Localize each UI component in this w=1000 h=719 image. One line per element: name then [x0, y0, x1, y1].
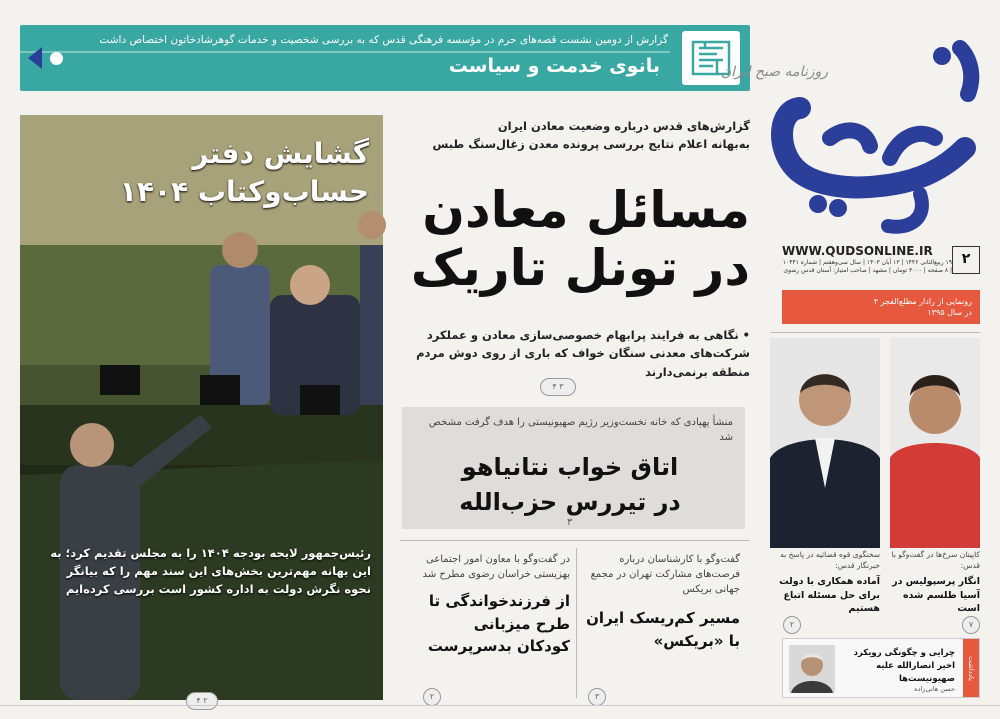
spokesman-page-badge-icon[interactable]: ۲ — [783, 616, 801, 634]
masthead-logo[interactable] — [720, 18, 980, 238]
spokesman-photo[interactable] — [770, 338, 880, 548]
section-divider — [400, 540, 750, 541]
netanyahu-kicker: منشأ پهپادی که خانه نخست‌وزیر رژیم صهیونیستی را هدف گرفت مشخص شد — [428, 417, 733, 443]
opinion-title: چرایی و چگونگی رویکرد اخیر انصارالله علیه صهیونیست‌ها — [853, 648, 955, 684]
budget-page-badge-icon[interactable]: ۲ ۴ — [186, 692, 218, 710]
opinion-box[interactable] — [782, 638, 980, 698]
spokesman-headline: آماده همکاری با دولت برای حل مسئله اتباع هستیم — [779, 575, 880, 615]
spokesman-kicker: سخنگوی قوه قضائیه در پاسخ به خبرنگار قدس: — [780, 550, 880, 570]
main-headline-line2: در تونل تاریک — [410, 238, 750, 297]
author-avatar — [789, 645, 835, 693]
budget-photo-caption: رئیس‌جمهور لایحه بودجه ۱۴۰۴ را به مجلس تقدیم کرد؛ به این بهانه مهم‌ترین بخش‌های این سند مهم را که بیانگر نحوه نگرش دولت به اداره کشور است بررسی کرده‌ایم — [50, 546, 371, 596]
brics-kicker: گفت‌وگو با کارشناسان درباره فرصت‌های مشارکت تهران در مجمع جهانی بریکس — [590, 554, 740, 595]
main-kicker-line2: به‌بهانه اعلام نتایج بررسی پرونده معدن زغال‌سنگ طبس — [432, 136, 750, 151]
captain-story[interactable] — [890, 550, 980, 616]
page-badge-icon[interactable]: ۳ ۴ — [540, 378, 576, 396]
main-headline[interactable] — [400, 182, 750, 297]
main-kicker — [410, 118, 750, 154]
promo-box[interactable]: رونمایی از رادار مطلع‌الفجر ۳ در سال ۱۳۹۵ — [782, 290, 980, 324]
main-kicker-line1: گزارش‌های قدس درباره وضعیت معادن ایران — [497, 119, 750, 133]
opinion-author: حسن هانی‌زاده — [914, 685, 955, 693]
banner-topline: گزارش از دومین نشست قصه‌های حرم در مؤسسه فرهنگی قدس که به بررسی شخصیت و خدمات گوهرشادخاتون اختصاص داشت — [99, 34, 668, 46]
banner-section-title: بانوی خدمت و سیاست — [448, 55, 660, 77]
welfare-story[interactable] — [420, 552, 570, 658]
main-lead: • نگاهی به فرایند پرابهام خصوصی‌سازی معادن و عملکرد شرکت‌های معدنی سنگان خواف که باری از روی دوش مردم منطقه برنمی‌دارند — [416, 328, 750, 379]
column-divider — [576, 548, 577, 698]
opinion-tag: یادداشت — [963, 639, 979, 697]
arrow-icon — [28, 47, 42, 69]
captain-photo[interactable] — [890, 338, 980, 548]
top-banner[interactable] — [20, 25, 750, 91]
welfare-kicker: در گفت‌وگو با معاون امور اجتماعی بهزیستی خراسان رضوی مطرح شد — [422, 554, 570, 580]
masthead-slogan: روزنامه صبح ایران — [720, 64, 828, 80]
edition-line: ۱۹ ربیع‌الثانی ۱۴۴۶ | ۱۳ آبان ۱۴۰۳ | سال سی‌وهفتم | شماره ۱۰۴۴۱ | ۸ صفحه | ۳۰۰۰ تومان | مشهد | صاحب امتیاز: آستان قدس رضوی — [782, 259, 952, 275]
brics-headline: مسیر کم‌ریسک ایران با «بریکس» — [586, 609, 740, 650]
netanyahu-story-box[interactable] — [402, 407, 745, 529]
brics-story[interactable] — [580, 552, 740, 652]
welfare-headline: از فرزندخواندگی تا طرح میزبانی کودکان بدسرپرست — [427, 592, 570, 655]
budget-photo-story[interactable] — [20, 115, 383, 700]
right-column-divider — [770, 332, 980, 333]
site-url[interactable]: WWW.QUDSONLINE.IR — [782, 244, 933, 258]
netanyahu-headline-line1: اتاق خواب نتانیاهو — [461, 453, 679, 481]
main-headline-line1: مسائل معادن — [422, 181, 750, 239]
netanyahu-headline — [425, 450, 715, 520]
budget-photo-title — [39, 135, 369, 211]
captain-kicker: کاپیتان سرخ‌ها در گفت‌وگو با قدس: — [891, 550, 980, 570]
budget-title-line2: حساب‌وکتاب ۱۴۰۴ — [119, 174, 369, 208]
banner-divider — [20, 51, 670, 53]
budget-title-line1: گشایش دفتر — [192, 137, 369, 170]
captain-headline: انگار پرسپولیس در آسیا طلسم شده است — [892, 575, 980, 615]
brics-page-badge-icon[interactable]: ۳ — [588, 688, 606, 706]
captain-page-badge-icon[interactable]: ۷ — [962, 616, 980, 634]
page-number: ۲ — [952, 246, 980, 274]
welfare-page-badge-icon[interactable]: ۲ — [423, 688, 441, 706]
dot-icon — [50, 52, 63, 65]
footer-rule — [0, 705, 1000, 706]
spokesman-story[interactable] — [770, 550, 880, 616]
netanyahu-headline-line2: در تیررس حزب‌الله — [459, 487, 681, 516]
netanyahu-page-ref[interactable]: ۳ — [567, 517, 573, 528]
